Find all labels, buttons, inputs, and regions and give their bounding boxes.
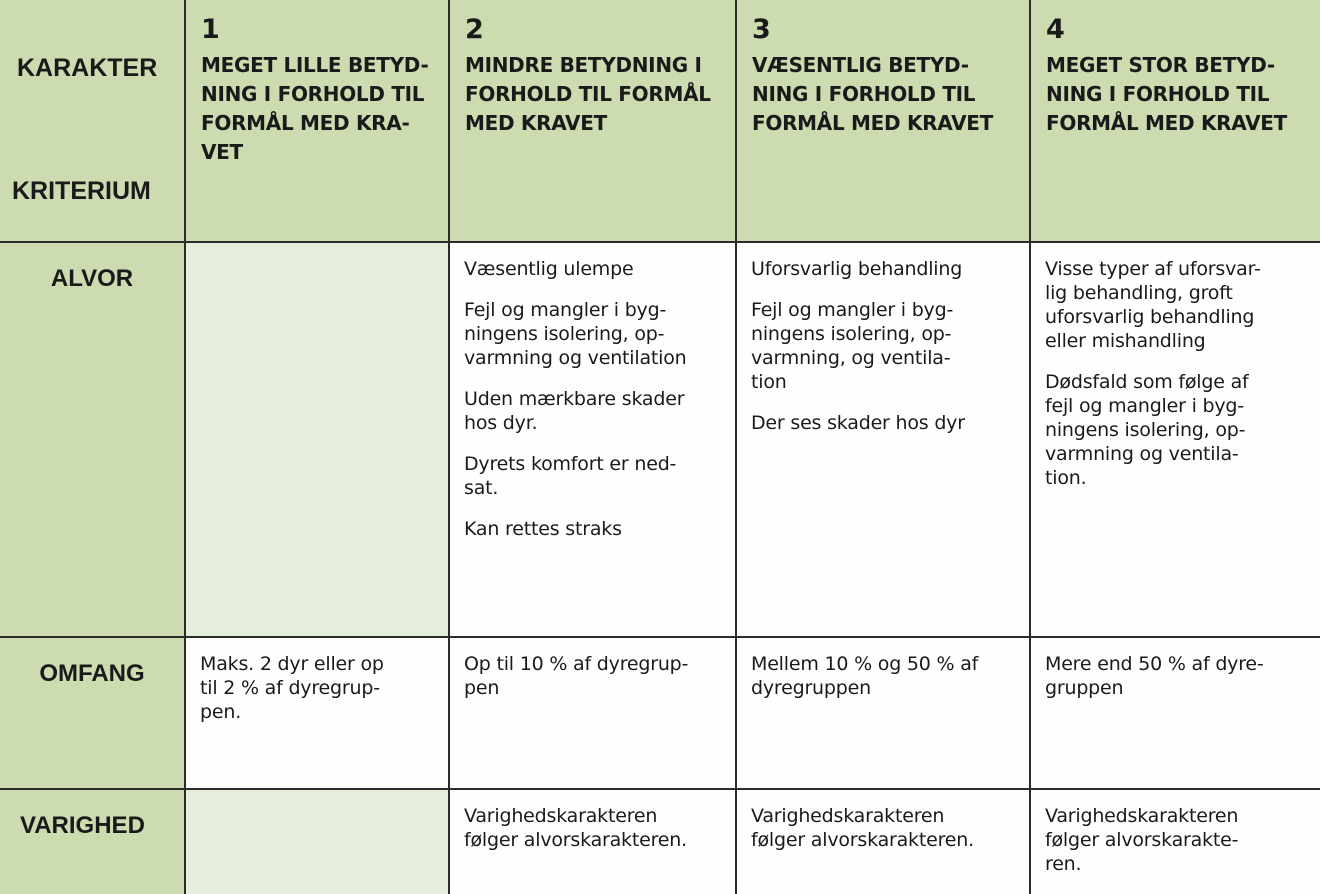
varighed-cell-2: [450, 790, 737, 894]
cell-paragraph: Varighedskarakteren følger alvorskarakteren.: [464, 805, 687, 851]
varighed-cell-3: [737, 790, 1031, 894]
cell-paragraph: Visse typer af uforsvar- lig behandling, groft uforsvarlig behandling eller mishandling: [1045, 258, 1261, 352]
omfang-cell-1: [186, 638, 450, 790]
alvor-cell-1: [186, 243, 450, 638]
kriterium-label: KRITERIUM: [12, 177, 151, 205]
alvor-cell-4: [1031, 243, 1320, 638]
column-number: 4: [1046, 14, 1065, 45]
cell-paragraph: Mere end 50 % af dyre- gruppen: [1045, 653, 1264, 699]
cell-paragraph: Mellem 10 % og 50 % af dyregruppen: [751, 653, 979, 699]
varighed-cell-4: [1031, 790, 1320, 894]
cell-paragraph: Fejl og mangler i byg- ningens isolering, op- varmning, og ventila- tion: [751, 299, 954, 393]
cell-paragraph: Væsentlig ulempe: [464, 258, 634, 280]
column-number: 2: [465, 14, 484, 45]
cell-paragraph: Uforsvarlig behandling: [751, 258, 963, 280]
alvor-cell-2: [450, 243, 737, 638]
omfang-cell-2: [450, 638, 737, 790]
cell-paragraph: Uden mærkbare skader hos dyr.: [464, 388, 685, 434]
corner-header-cell: [0, 0, 186, 243]
column-number: 1: [201, 14, 220, 45]
cell-paragraph: Kan rettes straks: [464, 518, 622, 540]
row-label-omfang: OMFANG: [0, 638, 186, 790]
cell-paragraph: Maks. 2 dyr eller op til 2 % af dyregrup- pen.: [200, 653, 384, 723]
column-label: MEGET LILLE BETYD- NING I FORHOLD TIL FORMÅL MED KRA- VET: [201, 53, 429, 164]
column-label: MINDRE BETYDNING I FORHOLD TIL FORMÅL MED KRAVET: [465, 53, 711, 135]
varighed-cell-1: [186, 790, 450, 894]
omfang-cell-4: [1031, 638, 1320, 790]
column-number: 3: [752, 14, 771, 45]
column-header-1: [186, 0, 450, 243]
row-label-varighed: VARIGHED: [0, 790, 186, 894]
column-header-4: [1031, 0, 1320, 243]
cell-paragraph: Varighedskarakteren følger alvorskarakte- ren.: [1045, 805, 1239, 875]
column-header-3: [737, 0, 1031, 243]
cell-paragraph: Fejl og mangler i byg- ningens isolering, op- varmning og ventilation: [464, 299, 687, 369]
cell-paragraph: Varighedskarakteren følger alvorskarakteren.: [751, 805, 974, 851]
column-label: VÆSENTLIG BETYD- NING I FORHOLD TIL FORMÅL MED KRAVET: [752, 53, 993, 135]
column-label: MEGET STOR BETYD- NING I FORHOLD TIL FORMÅL MED KRAVET: [1046, 53, 1287, 135]
column-header-2: [450, 0, 737, 243]
cell-paragraph: Der ses skader hos dyr: [751, 412, 965, 434]
row-label-alvor: ALVOR: [0, 243, 186, 638]
cell-paragraph: Dødsfald som følge af fejl og mangler i byg- ningens isolering, op- varmning og ventila- tion.: [1045, 371, 1249, 489]
cell-paragraph: Dyrets komfort er ned- sat.: [464, 453, 677, 499]
omfang-cell-3: [737, 638, 1031, 790]
cell-paragraph: Op til 10 % af dyregrup- pen: [464, 653, 689, 699]
karakter-label: KARAKTER: [17, 54, 158, 82]
alvor-cell-3: [737, 243, 1031, 638]
